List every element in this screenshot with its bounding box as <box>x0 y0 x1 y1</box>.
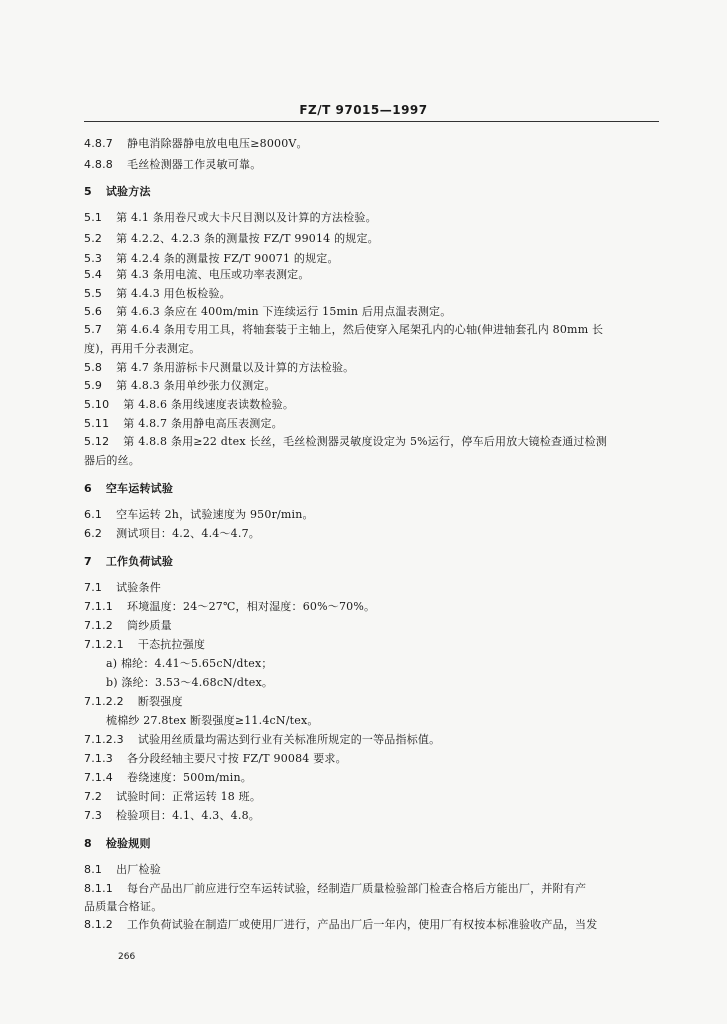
section-heading <box>84 837 151 851</box>
clause-line <box>84 809 260 823</box>
clause-line <box>84 733 440 747</box>
clause-number: 5 <box>84 185 92 198</box>
clause-line <box>84 619 172 633</box>
clause-text: 第 4.8.6 条用线速度表读数检验。 <box>123 398 295 411</box>
page-number: 266 <box>118 952 136 962</box>
clause-number: 7.1.3 <box>84 752 113 765</box>
header-rule <box>84 121 659 122</box>
clause-text: 第 4.1 条用卷尺或大卡尺目测以及计算的方法检验。 <box>116 211 377 224</box>
clause-text: 卷绕速度：500m/min。 <box>127 771 252 784</box>
clause-number: 6.2 <box>84 527 103 540</box>
clause-number: 5.12 <box>84 435 110 448</box>
clause-text: 第 4.4.3 用色板检验。 <box>116 287 231 300</box>
clause-text: 干态抗拉强度 <box>137 638 206 651</box>
clause-line <box>84 918 597 932</box>
clause-text: 第 4.6.3 条应在 400m/min 下连续运行 15min 后用点温表测定。 <box>116 305 452 318</box>
clause-text: 第 4.3 条用电流、电压或功率表测定。 <box>116 268 310 281</box>
clause-text: 试验条件 <box>116 581 161 594</box>
clause-number: 5.5 <box>84 287 103 300</box>
clause-number: 4.8.7 <box>84 137 113 150</box>
clause-line <box>84 211 377 225</box>
clause-line <box>84 287 231 301</box>
clause-text: b) 涤纶：3.53～4.68cN/dtex。 <box>106 676 274 689</box>
clause-text: 器后的丝。 <box>84 454 140 467</box>
clause-text: 试验方法 <box>105 185 151 198</box>
clause-line <box>84 435 607 449</box>
clause-number: 7.1.2.3 <box>84 733 124 746</box>
clause-line <box>84 379 276 393</box>
clause-text: 检验规则 <box>105 837 151 850</box>
clause-text: 测试项目：4.2、4.4～4.7。 <box>116 527 260 540</box>
clause-text: 度)，再用千分表测定。 <box>84 342 201 355</box>
clause-line <box>84 158 261 172</box>
clause-text: 毛丝检测器工作灵敏可靠。 <box>127 158 262 171</box>
clause-text: 第 4.2.4 条的测量按 FZ/T 90071 的规定。 <box>116 252 339 265</box>
clause-number: 5.1 <box>84 211 103 224</box>
clause-line <box>84 581 161 595</box>
clause-text: 环境温度：24～27℃，相对湿度：60%～70%。 <box>127 600 376 613</box>
clause-line <box>84 342 201 356</box>
clause-number: 7 <box>84 555 92 568</box>
clause-text: 空车运转 2h，试验速度为 950r/min。 <box>116 508 314 521</box>
clause-number: 5.7 <box>84 323 103 336</box>
clause-line <box>84 638 205 652</box>
clause-number: 4.8.8 <box>84 158 113 171</box>
clause-text: 每台产品出厂前应进行空车运转试验，经制造厂质量检验部门检查合格后方能出厂，并附有产 <box>127 882 587 895</box>
clause-line <box>106 714 319 728</box>
clause-line <box>84 252 339 266</box>
clause-line <box>84 268 310 282</box>
section-heading <box>84 482 173 496</box>
clause-number: 5.2 <box>84 232 103 245</box>
clause-line <box>84 323 603 337</box>
clause-number: 7.1.4 <box>84 771 113 784</box>
clause-number: 5.9 <box>84 379 103 392</box>
clause-number: 5.10 <box>84 398 110 411</box>
clause-line <box>84 695 183 709</box>
clause-line <box>84 232 379 246</box>
clause-number: 7.2 <box>84 790 103 803</box>
clause-line <box>84 454 140 468</box>
clause-line <box>84 137 308 151</box>
clause-line <box>84 305 451 319</box>
clause-text: 第 4.7 条用游标卡尺测量以及计算的方法检验。 <box>116 361 355 374</box>
clause-text: 第 4.8.3 条用单纱张力仪测定。 <box>116 379 276 392</box>
clause-text: 工作负荷试验在制造厂或使用厂进行，产品出厂后一年内，使用厂有权按本标准验收产品，当发 <box>127 918 598 931</box>
clause-text: 第 4.2.2、4.2.3 条的测量按 FZ/T 99014 的规定。 <box>116 232 379 245</box>
clause-text: 空车运转试验 <box>105 482 174 495</box>
clause-text: 各分段经轴主要尺寸按 FZ/T 90084 要求。 <box>127 752 347 765</box>
clause-line <box>84 882 586 896</box>
clause-text: 梳棉纱 27.8tex 断裂强度≥11.4cN/tex。 <box>106 714 319 727</box>
clause-line <box>84 863 161 877</box>
clause-line <box>84 900 162 914</box>
clause-text: 工作负荷试验 <box>105 555 174 568</box>
clause-line <box>84 600 375 614</box>
clause-number: 6 <box>84 482 92 495</box>
clause-text: 断裂强度 <box>137 695 183 708</box>
clause-line <box>84 398 294 412</box>
clause-line <box>84 752 347 766</box>
clause-number: 5.11 <box>84 417 110 430</box>
clause-line <box>84 361 354 375</box>
clause-line <box>84 771 252 785</box>
clause-number: 8 <box>84 837 92 850</box>
clause-number: 8.1.2 <box>84 918 113 931</box>
clause-number: 8.1.1 <box>84 882 113 895</box>
clause-line <box>106 676 273 690</box>
clause-text: 第 4.8.7 条用静电高压表测定。 <box>123 417 283 430</box>
clause-text: 第 4.8.8 条用≥22 dtex 长丝，毛丝检测器灵敏度设定为 5%运行，停车后用放大镜检查通过检测 <box>123 435 608 448</box>
section-heading <box>84 555 173 569</box>
clause-line <box>84 508 314 522</box>
clause-text: 试验用丝质量均需达到行业有关标准所规定的一等品指标值。 <box>137 733 441 746</box>
clause-number: 5.4 <box>84 268 103 281</box>
clause-number: 5.3 <box>84 252 103 265</box>
clause-number: 5.6 <box>84 305 103 318</box>
clause-number: 7.1.1 <box>84 600 113 613</box>
clause-number: 7.1 <box>84 581 103 594</box>
clause-number: 7.1.2.2 <box>84 695 124 708</box>
standard-code-header: FZ/T 97015—1997 <box>299 103 428 117</box>
clause-line <box>106 657 273 671</box>
clause-number: 8.1 <box>84 863 103 876</box>
clause-line <box>84 790 261 804</box>
clause-number: 7.3 <box>84 809 103 822</box>
clause-text: 品质量合格证。 <box>84 900 163 913</box>
clause-number: 7.1.2 <box>84 619 113 632</box>
clause-text: 筒纱质量 <box>127 619 172 632</box>
clause-text: a) 棉纶：4.41～5.65cN/dtex； <box>106 657 273 670</box>
clause-number: 7.1.2.1 <box>84 638 124 651</box>
clause-text: 第 4.6.4 条用专用工具，将轴套装于主轴上，然后使穿入尾架孔内的心轴(伸进轴套孔内 80mm 长 <box>116 323 604 336</box>
clause-text: 静电消除器静电放电电压≥8000V。 <box>127 137 308 150</box>
section-heading <box>84 185 151 199</box>
clause-number: 5.8 <box>84 361 103 374</box>
clause-line <box>84 417 283 431</box>
clause-text: 出厂检验 <box>116 863 161 876</box>
clause-text: 试验时间：正常运转 18 班。 <box>116 790 262 803</box>
clause-text: 检验项目：4.1、4.3、4.8。 <box>116 809 260 822</box>
clause-number: 6.1 <box>84 508 103 521</box>
clause-line <box>84 527 260 541</box>
